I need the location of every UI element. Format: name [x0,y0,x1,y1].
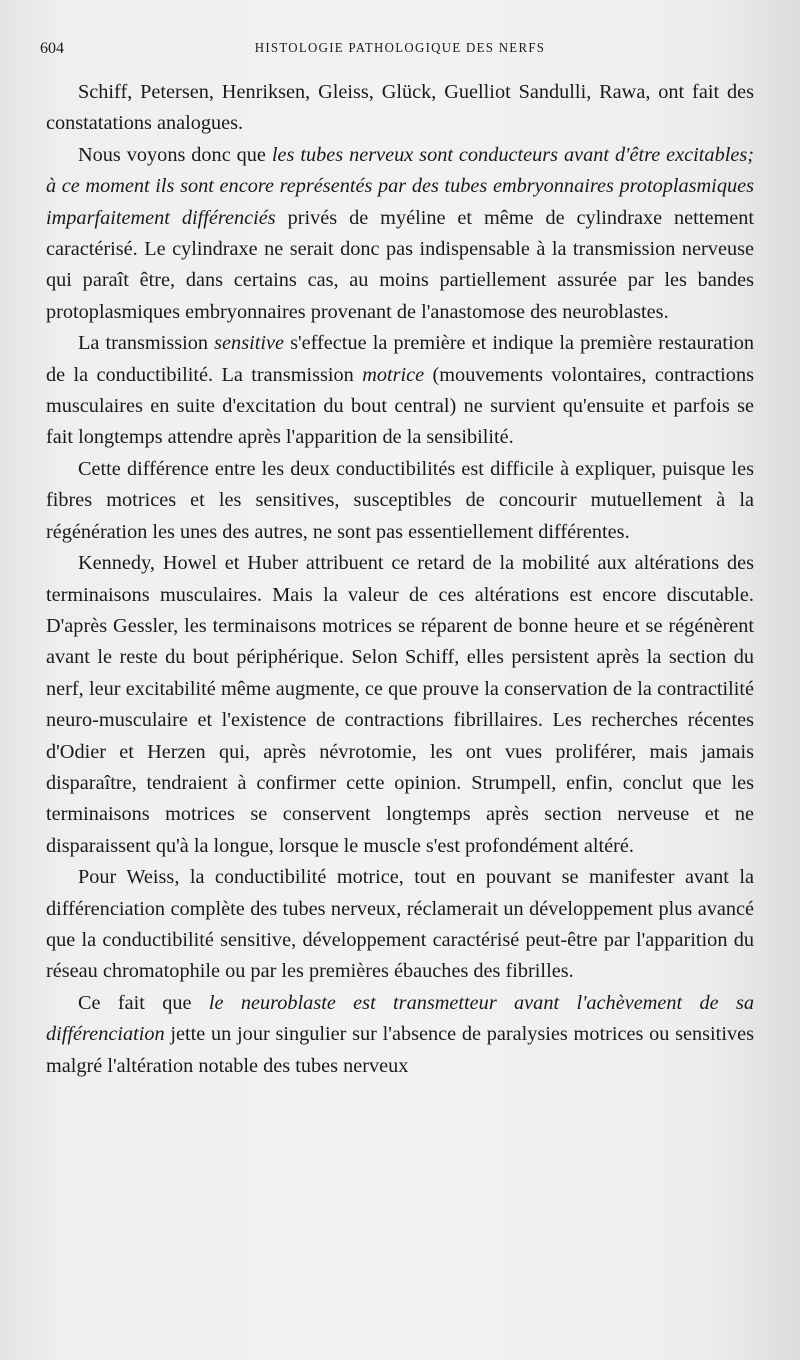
paragraph-3-emphasis-sensitive: sensitive [214,332,284,355]
paragraph-5 [46,548,754,862]
paragraph-1 [46,77,754,140]
paragraph-1-text: Schiff, Petersen, Henriksen, Gleiss, Glück, Guelliot Sandulli, Rawa, ont fait des constatations analogues. [46,81,754,135]
paragraph-7-emphasis: le neuroblaste est transmetteur avant l'achèvement de sa différenciation [46,991,754,1046]
paragraph-4-text: Cette différence entre les deux conductibilités est difficile à expliquer, puisque les fibres motrices et les sensitives, susceptibles de concourir mutuellement à la régénération les unes des autres, ne sont pas essentiellement différentes. [46,457,754,543]
body-text [46,77,754,1082]
paragraph-3 [46,328,754,454]
paragraph-5-text: Kennedy, Howel et Huber attribuent ce retard de la mobilité aux altérations des terminaisons musculaires. Mais la valeur de ces altérations est encore discutable. D'après Gessler, les terminaisons motrices se réparent de bonne heure et se régénèrent avant le reste du bout périphérique. Selon Schiff, elles persistent après la section du nerf, leur excitabilité même augmente, ce que prouve la conservation de la contractilité neuro-musculaire et l'existence de contractions fibrillaires. Les recherches récentes d'Odier et Herzen qui, après névrotomie, les ont vues proliférer, mais jamais disparaître, tendraient à confirmer cette opinion. Strumpell, enfin, conclut que les terminaisons motrices se conservent longtemps après section nerveuse et ne disparaissent qu'à la longue, lorsque le muscle s'est profondément altéré. [46,552,754,857]
paragraph-4 [46,454,754,548]
paragraph-2-lead: Nous voyons donc que [78,143,272,166]
paragraph-7-rest: jette un jour singulier sur l'absence de paralysies motrices ou sensitives malgré l'altération notable des tubes nerveux [46,1023,754,1077]
paragraph-6 [46,862,754,988]
paragraph-3-rest: (mouvements volontaires, contractions musculaires en suite d'excitation du bout central) ne survient qu'ensuite et parfois se fait longtemps attendre après l'apparition de la sensibilité. [46,363,754,449]
page-header [40,40,760,64]
paragraph-3-middle: s'effectue la première et indique la première restauration de la conductibilité. La transmission [46,332,754,386]
paragraph-2 [46,140,754,328]
paragraph-7 [46,988,754,1082]
paragraph-3-emphasis-motrice: motrice [362,363,425,386]
page-number: 604 [40,40,64,57]
paragraph-7-lead: Ce fait que [78,991,209,1014]
paragraph-3-lead: La transmission [78,332,215,355]
running-title: HISTOLOGIE PATHOLOGIQUE DES NERFS [254,41,546,56]
paragraph-6-text: Pour Weiss, la conductibilité motrice, tout en pouvant se manifester avant la différenciation complète des tubes nerveux, réclamerait un développement plus avancé que la conductibilité sensitive, développement caractérisé peut-être par l'apparition du réseau chromatophile ou par les premières ébauches des fibrilles. [46,866,754,983]
paragraph-2-rest: privés de myéline et même de cylindraxe nettement caractérisé. Le cylindraxe ne serait donc pas indispensable à la transmission nerveuse qui paraît être, dans certains cas, au moins partiellement assurée par les bandes protoplasmiques embryonnaires provenant de l'anastomose des neuroblastes. [46,206,755,323]
paragraph-2-emphasis: les tubes nerveux sont conducteurs avant d'être excitables; à ce moment ils sont encore représentés par des tubes embryonnaires protoplasmiques imparfaitement différenciés [46,143,754,229]
